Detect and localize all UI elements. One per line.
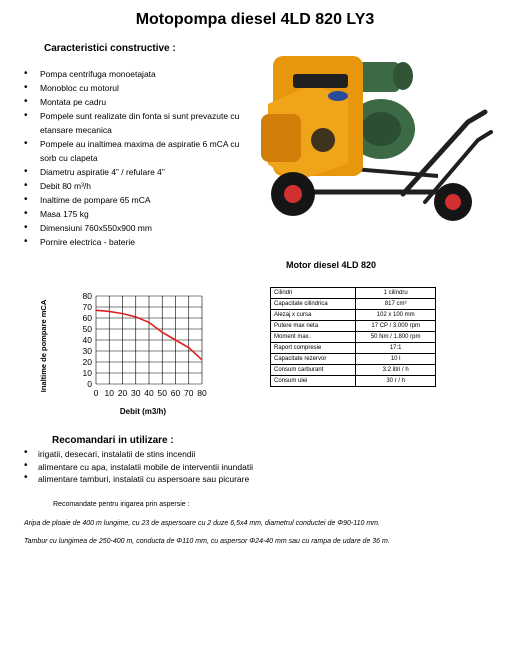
y-tick-label: 60 — [82, 313, 92, 323]
list-item: • Inaltime de pompare 65 mCA — [24, 194, 151, 205]
recommendation-paragraph: Aripa de ploaie de 400 m lungime, cu 23 de aspersoare cu 2 duze 6,5x4 mm, diametrul conductei de Φ90-110 mm. — [24, 520, 380, 527]
table-row: Putere max neta 17 CP / 3.000 rpm — [271, 321, 436, 332]
list-item: • Monobloc cu motorul — [24, 82, 119, 93]
table-row: Raport compresie 17:1 — [271, 343, 436, 354]
x-tick-label: 60 — [170, 388, 181, 398]
x-axis-label: Debit (m3/h) — [119, 407, 167, 416]
y-tick-label: 80 — [82, 291, 92, 301]
list-item: • alimentare cu apa, instalatii mobile de interventii inundatii — [24, 459, 253, 472]
list-item: • Montata pe cadru — [24, 96, 107, 107]
table-row: Alezaj x cursa 102 x 100 mm — [271, 310, 436, 321]
table-row: Consum ulei 30 r / h — [271, 376, 436, 387]
recommendation-paragraph: Tambur cu lungimea de 250-400 m, conducta de Φ110 mm, cu aspersor Φ24-40 mm sau cu rampa de udare de 36 m. — [24, 538, 390, 545]
table-row: Capacitate cilindrica 817 cm³ — [271, 299, 436, 310]
y-tick-label: 0 — [87, 379, 92, 389]
y-tick-label: 30 — [82, 346, 92, 356]
constructive-heading: Caracteristici constructive : — [44, 43, 176, 54]
y-axis-label: Inaltime de pompare mCA — [39, 299, 48, 393]
table-row: Moment max. 50 Nm / 1.800 rpm — [271, 332, 436, 343]
x-tick-label: 50 — [157, 388, 167, 398]
constructive-list — [24, 67, 249, 249]
recommendation-intro: Recomandate pentru irigarea prin aspersie : — [53, 501, 190, 508]
x-tick-label: 20 — [117, 388, 128, 398]
list-item: • Pompele sunt realizate din fonta si sunt prevazute cu etansare mecanica — [24, 110, 240, 135]
x-tick-label: 30 — [131, 388, 141, 398]
list-item: • Pornire electrica - baterie — [24, 236, 135, 247]
motor-specs-table — [270, 287, 436, 387]
y-tick-label: 70 — [82, 302, 92, 312]
recommendations-heading: Recomandari in utilizare : — [52, 435, 174, 446]
performance-chart — [36, 290, 216, 420]
x-tick-label: 80 — [197, 388, 207, 398]
x-tick-label: 0 — [93, 388, 99, 398]
list-item: • Masa 175 kg — [24, 208, 89, 219]
table-row: Capacitate rezervor 10 l — [271, 354, 436, 365]
recommendations-list — [24, 448, 253, 486]
motor-title: Motor diesel 4LD 820 — [286, 260, 377, 270]
list-item: • Pompele au inaltimea maxima de aspiratie 6 mCA cu sorb cu clapeta — [24, 138, 240, 163]
x-tick-label: 70 — [184, 388, 194, 398]
pump-image — [253, 44, 493, 224]
list-item: • alimentare tamburi, instalatii cu aspersoare sau picurare — [24, 472, 250, 484]
table-row: Consum carburant 3.2 litri / h — [271, 365, 436, 376]
table-row: Cilindri 1 cilindru — [271, 288, 436, 299]
y-tick-label: 50 — [82, 324, 92, 334]
y-tick-label: 40 — [82, 335, 92, 345]
x-tick-label: 10 — [104, 388, 114, 398]
list-item: • Dimensiuni 760x550x900 mm — [24, 222, 152, 233]
list-item: • Diametru aspiratie 4” / refulare 4” — [24, 166, 165, 177]
y-tick-label: 20 — [82, 357, 92, 367]
page-title: Motopompa diesel 4LD 820 LY3 — [135, 11, 375, 28]
list-item: • Pompa centrifuga monoetajata — [24, 68, 156, 79]
x-tick-label: 40 — [144, 388, 154, 398]
list-item: • Debit 80 m³/h — [24, 180, 92, 191]
list-item: • irigatii, desecari, instalatii de stins incendii — [24, 447, 196, 459]
y-tick-label: 10 — [82, 368, 92, 378]
